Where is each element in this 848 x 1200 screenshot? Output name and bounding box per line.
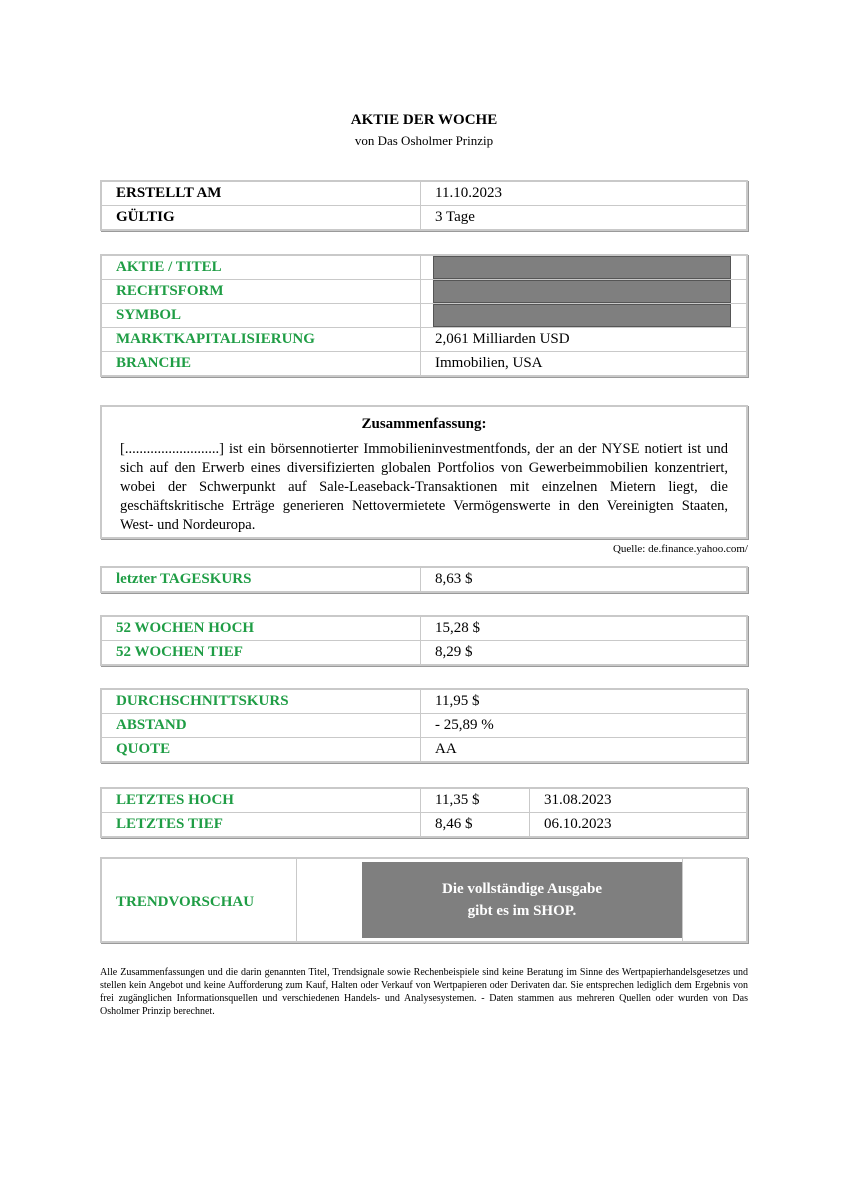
- average-label: DURCHSCHNITTSKURS: [101, 689, 421, 714]
- symbol-row: [101, 304, 747, 328]
- valid-label: GÜLTIG: [101, 206, 421, 231]
- redacted-legal-form: [433, 280, 731, 303]
- stock-title-row: [101, 255, 747, 280]
- recent-high-label: LETZTES HOCH: [101, 788, 421, 813]
- legal-disclaimer: Alle Zusammenfassungen und die darin genannten Titel, Trendsignale sowie Rechenbeispiele sind keine Beratung im Sinne des Wertpapierhandelsgesetzes und stellen kein Angebot und keine Aufforderung zum Kauf, Halten oder Verkauf von Wertpapieren oder Derivaten dar. Sie entsprechen lediglich dem Ergebnis von frei zugänglichen Informationsquellen und verschiedenen Handels- und Analysesystemen. - Daten stammen aus mehreren Quellen oder wurden von Das Osholmer Prinzip berechnet.: [100, 967, 748, 1017]
- shop-banner[interactable]: [362, 862, 682, 938]
- recent-low-row: [101, 813, 747, 838]
- summary-box: [100, 405, 748, 539]
- legal-form-label: RECHTSFORM: [101, 280, 421, 304]
- trend-preview-label: TRENDVORSCHAU: [116, 894, 255, 910]
- recent-low-value: 8,46 $: [421, 813, 530, 838]
- trend-divider-right: [682, 859, 683, 941]
- high-52-label: 52 WOCHEN HOCH: [101, 616, 421, 641]
- recent-high-value: 11,35 $: [421, 788, 530, 813]
- symbol-label: SYMBOL: [101, 304, 421, 328]
- recent-high-date: 31.08.2023: [530, 788, 748, 813]
- last-price-value: 8,63 $: [421, 567, 748, 592]
- valid-row: [101, 206, 747, 231]
- high-52-value: 15,28 $: [421, 616, 748, 641]
- stats-table: [100, 688, 748, 763]
- average-value: 11,95 $: [421, 689, 748, 714]
- low-52-value: 8,29 $: [421, 641, 748, 666]
- summary-text: [..........................] ist ein börsennotierter Immobilieninvestmentfonds, der an der NYSE notiert ist und sich auf den Erwerb eines diversifizierten globalen Portfolios von Gewerbeimmobilien konzentriert, wobei der Schwerpunkt auf Sale-Leaseback-Transaktionen mit einzelnen Mietern liegt, die geschäftskritische Erträge generieren Nettovermietete Vermögenswerte in den Vereinigten Staaten, West- und Nordeuropa.: [120, 441, 728, 533]
- created-row: [101, 181, 747, 206]
- document-title: AKTIE DER WOCHE: [350, 112, 498, 128]
- created-value: 11.10.2023: [421, 181, 748, 206]
- sector-value: Immobilien, USA: [421, 352, 748, 377]
- stock-title-label: AKTIE / TITEL: [101, 255, 421, 280]
- summary-heading: Zusammenfassung:: [361, 416, 487, 432]
- trend-divider: [296, 859, 297, 941]
- legal-form-row: [101, 280, 747, 304]
- marketcap-label: MARKTKAPITALISIERUNG: [101, 328, 421, 352]
- high-52-row: [101, 616, 747, 641]
- rating-row: [101, 738, 747, 763]
- rating-value: AA: [421, 738, 748, 763]
- recent-extremes-table: [100, 787, 748, 838]
- distance-label: ABSTAND: [101, 714, 421, 738]
- created-label: ERSTELLT AM: [101, 181, 421, 206]
- stock-info-table: [100, 254, 748, 377]
- rating-label: QUOTE: [101, 738, 421, 763]
- redacted-symbol: [433, 304, 731, 327]
- recent-low-date: 06.10.2023: [530, 813, 748, 838]
- valid-value: 3 Tage: [421, 206, 748, 231]
- last-price-row: [101, 567, 747, 592]
- distance-row: [101, 714, 747, 738]
- low-52-label: 52 WOCHEN TIEF: [101, 641, 421, 666]
- meta-table: [100, 180, 748, 231]
- source-note: Quelle: de.finance.yahoo.com/: [612, 543, 748, 555]
- distance-value: - 25,89 %: [421, 714, 748, 738]
- low-52-row: [101, 641, 747, 666]
- shop-banner-line1: Die vollständige Ausgabe: [441, 881, 603, 897]
- recent-low-label: LETZTES TIEF: [101, 813, 421, 838]
- trend-preview-box: [100, 857, 748, 943]
- recent-high-row: [101, 788, 747, 813]
- range-52-table: [100, 615, 748, 666]
- average-row: [101, 689, 747, 714]
- marketcap-row: [101, 328, 747, 352]
- shop-banner-line2: gibt es im SHOP.: [467, 903, 577, 919]
- document-subtitle: von Das Osholmer Prinzip: [354, 133, 494, 148]
- last-price-table: [100, 566, 748, 593]
- redacted-stock-title: [433, 256, 731, 279]
- sector-label: BRANCHE: [101, 352, 421, 377]
- sector-row: [101, 352, 747, 377]
- last-price-label: letzter TAGESKURS: [101, 567, 421, 592]
- marketcap-value: 2,061 Milliarden USD: [421, 328, 748, 352]
